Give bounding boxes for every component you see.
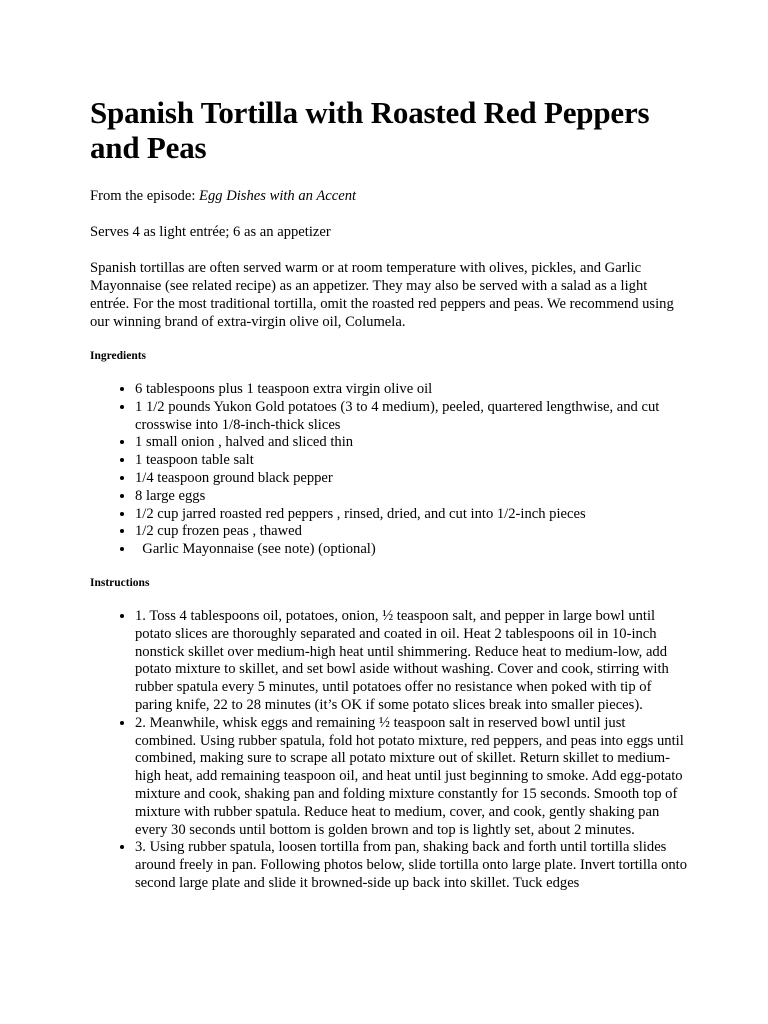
ingredient-item: • 1/4 teaspoon ground black pepper	[135, 470, 690, 488]
ingredient-item: • 1 1/2 pounds Yukon Gold potatoes (3 to 4 medium), peeled, quartered lengthwise, and cut crosswise into 1/8-inch-thick slices	[135, 399, 690, 435]
instruction-step: • 2. Meanwhile, whisk eggs and remaining ½ teaspoon salt in reserved bowl until just combined. Using rubber spatula, fold hot potato mixture, red peppers, and peas into eggs until combined, making sure to scrape all potato mixture out of skillet. Return skillet to medium-high heat, add remaining teaspoon oil, and heat until just beginning to smoke. Add egg-potato mixture and cook, shaking pan and folding mixture constantly for 15 seconds. Smooth top of mixture with rubber spatula. Reduce heat to medium, cover, and cook, gently shaking pan every 30 seconds until bottom is golden brown and top is lightly set, about 2 minutes.	[135, 715, 690, 840]
recipe-page	[90, 95, 690, 910]
episode-prefix: From the episode:	[90, 188, 200, 204]
ingredient-item: • Garlic Mayonnaise (see note) (optional)	[135, 541, 690, 559]
ingredients-heading: Ingredients	[90, 350, 147, 362]
episode-name: Egg Dishes with an Accent	[199, 188, 357, 204]
ingredient-item: • 8 large eggs	[135, 488, 690, 506]
instructions-heading: Instructions	[90, 576, 150, 589]
ingredient-item: • 1 teaspoon table salt	[135, 452, 690, 470]
ingredients-list	[90, 381, 690, 559]
recipe-title: Spanish Tortilla with Roasted Red Peppers and Peas	[90, 95, 650, 165]
instruction-step: • 1. Toss 4 tablespoons oil, potatoes, onion, ½ teaspoon salt, and pepper in large bowl until potato slices are thoroughly separated and coated in oil. Heat 2 tablespoons oil in 10-inch nonstick skillet over medium-high heat until shimmering. Reduce heat to medium-low, add potato mixture to skillet, and set bowl aside without washing. Cover and cook, stirring with rubber spatula every 5 minutes, until potatoes offer no resistance when poked with tip of paring knife, 22 to 28 minutes (it’s OK if some potato slices break into smaller pieces).	[135, 608, 690, 715]
serves-line: Serves 4 as light entrée; 6 as an appetizer	[90, 224, 331, 240]
instructions-list	[90, 608, 690, 893]
ingredient-item: • 1/2 cup frozen peas , thawed	[135, 523, 690, 541]
ingredient-item: • 6 tablespoons plus 1 teaspoon extra virgin olive oil	[135, 381, 690, 399]
ingredient-item: • 1 small onion , halved and sliced thin	[135, 434, 690, 452]
ingredient-item: • 1/2 cup jarred roasted red peppers , rinsed, dried, and cut into 1/2-inch pieces	[135, 506, 690, 524]
episode-line	[90, 187, 690, 205]
instruction-step: • 3. Using rubber spatula, loosen tortilla from pan, shaking back and forth until tortilla slides around freely in pan. Following photos below, slide tortilla onto large plate. Invert tortilla onto second large plate and slide it browned-side up back into skillet. Tuck edges	[135, 839, 690, 892]
intro-paragraph: Spanish tortillas are often served warm or at room temperature with olives, pickles, and Garlic Mayonnaise (see related recipe) as an appetizer. They may also be served with a salad as a light entrée. For the most traditional tortilla, omit the roasted red peppers and peas. We recommend using our winning brand of extra-virgin olive oil, Columela.	[90, 260, 674, 330]
